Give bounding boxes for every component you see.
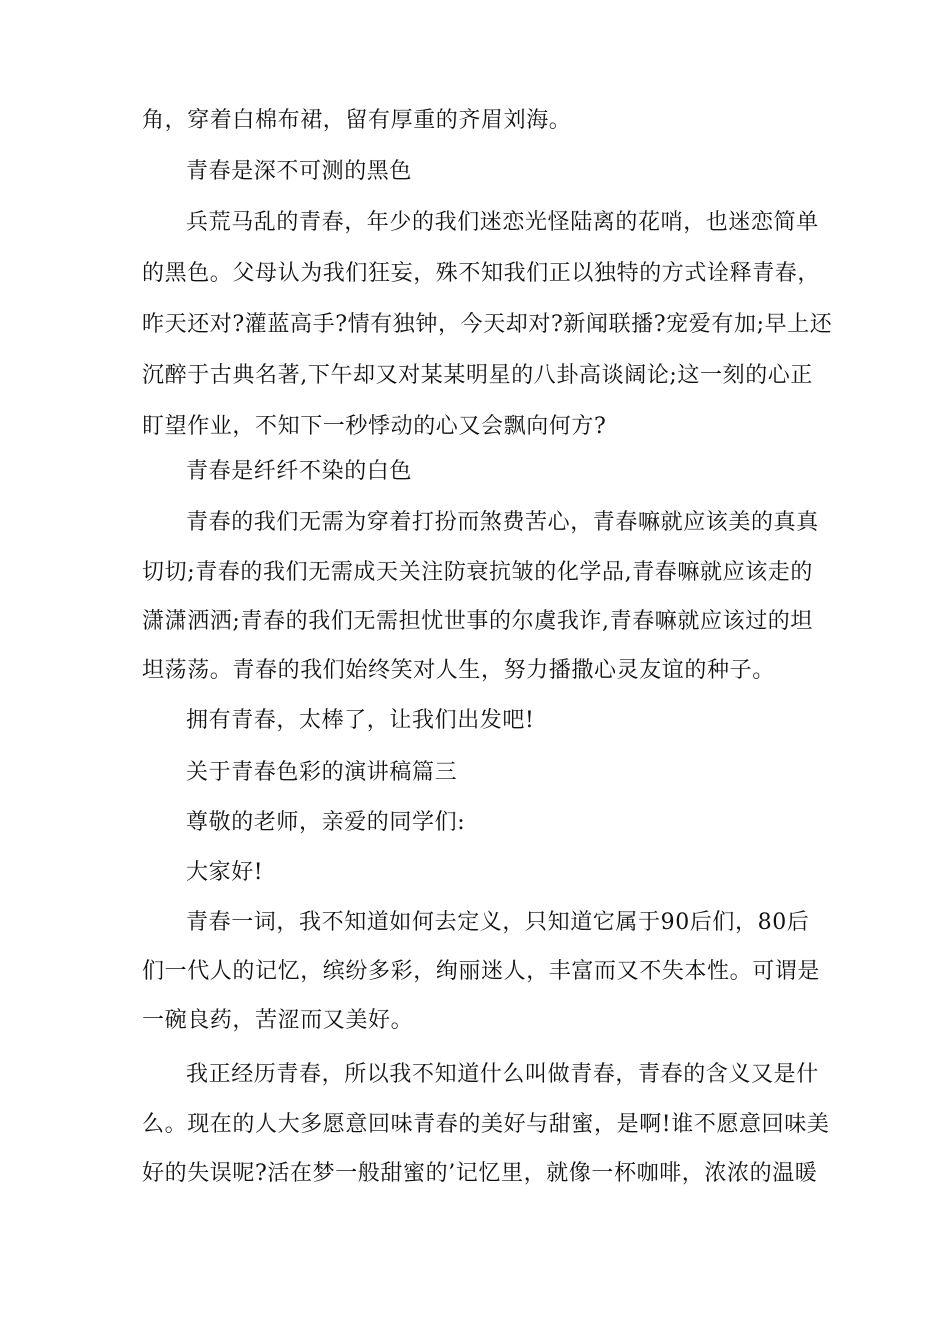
- text-line: 一碗良药，苦涩而又美好。: [142, 1008, 414, 1033]
- text-line: 我正经历青春，所以我不知道什么叫做青春，青春的含义又是什: [186, 1062, 819, 1087]
- salutation: 尊敬的老师，亲爱的同学们:: [186, 810, 466, 835]
- text-line: 沉醉于古典名著,下午却又对某某明星的八卦高谈阔论;这一刻的心正: [142, 363, 814, 388]
- text-line: 昨天还对?灌蓝高手?情有独钟，今天却对?新闻联播?宠爱有加;早上还: [142, 312, 833, 337]
- section-heading: 青春是纤纤不染的白色: [186, 459, 413, 484]
- text-line: 青春一词，我不知道如何去定义，只知道它属于90后们，80后: [186, 910, 810, 935]
- text-line: 青春的我们无需为穿着打扮而煞费苦心，青春嘛就应该美的真真: [186, 510, 819, 535]
- text-line: 角，穿着白棉布裙，留有厚重的齐眉刘海。: [142, 108, 572, 133]
- text-line: 切切;青春的我们无需成天关注防衰抗皱的化学品,青春嘛就应该走的: [142, 560, 814, 585]
- text-line: 坦荡荡。青春的我们始终笑对人生，努力播撒心灵友谊的种子。: [142, 658, 775, 683]
- text-line: 盯望作业，不知下一秒悸动的心又会飘向何方?: [142, 414, 607, 439]
- text-line: 拥有青春，太棒了，让我们出发吧!: [186, 708, 535, 733]
- text-line: 们一代人的记忆，缤纷多彩，绚丽迷人，丰富而又不失本性。可谓是: [142, 959, 821, 984]
- greeting: 大家好!: [186, 860, 264, 885]
- text-line: 么。现在的人大多愿意回味青春的美好与甜蜜，是啊!谁不愿意回味美: [142, 1112, 830, 1137]
- section-title: 关于青春色彩的演讲稿篇三: [186, 760, 458, 785]
- text-line: 潇潇洒洒;青春的我们无需担忧世事的尔虞我诈,青春嘛就应该过的坦: [142, 609, 814, 634]
- text-line: 兵荒马乱的青春，年少的我们迷恋光怪陆离的花哨，也迷恋简单: [186, 210, 819, 235]
- text-line: 的黑色。父母认为我们狂妄，殊不知我们正以独特的方式诠释青春，: [142, 261, 821, 286]
- section-heading: 青春是深不可测的黑色: [186, 159, 413, 184]
- text-line: 好的失误呢?活在梦一般甜蜜的’记忆里，就像一杯咖啡，浓浓的温暖: [142, 1161, 818, 1186]
